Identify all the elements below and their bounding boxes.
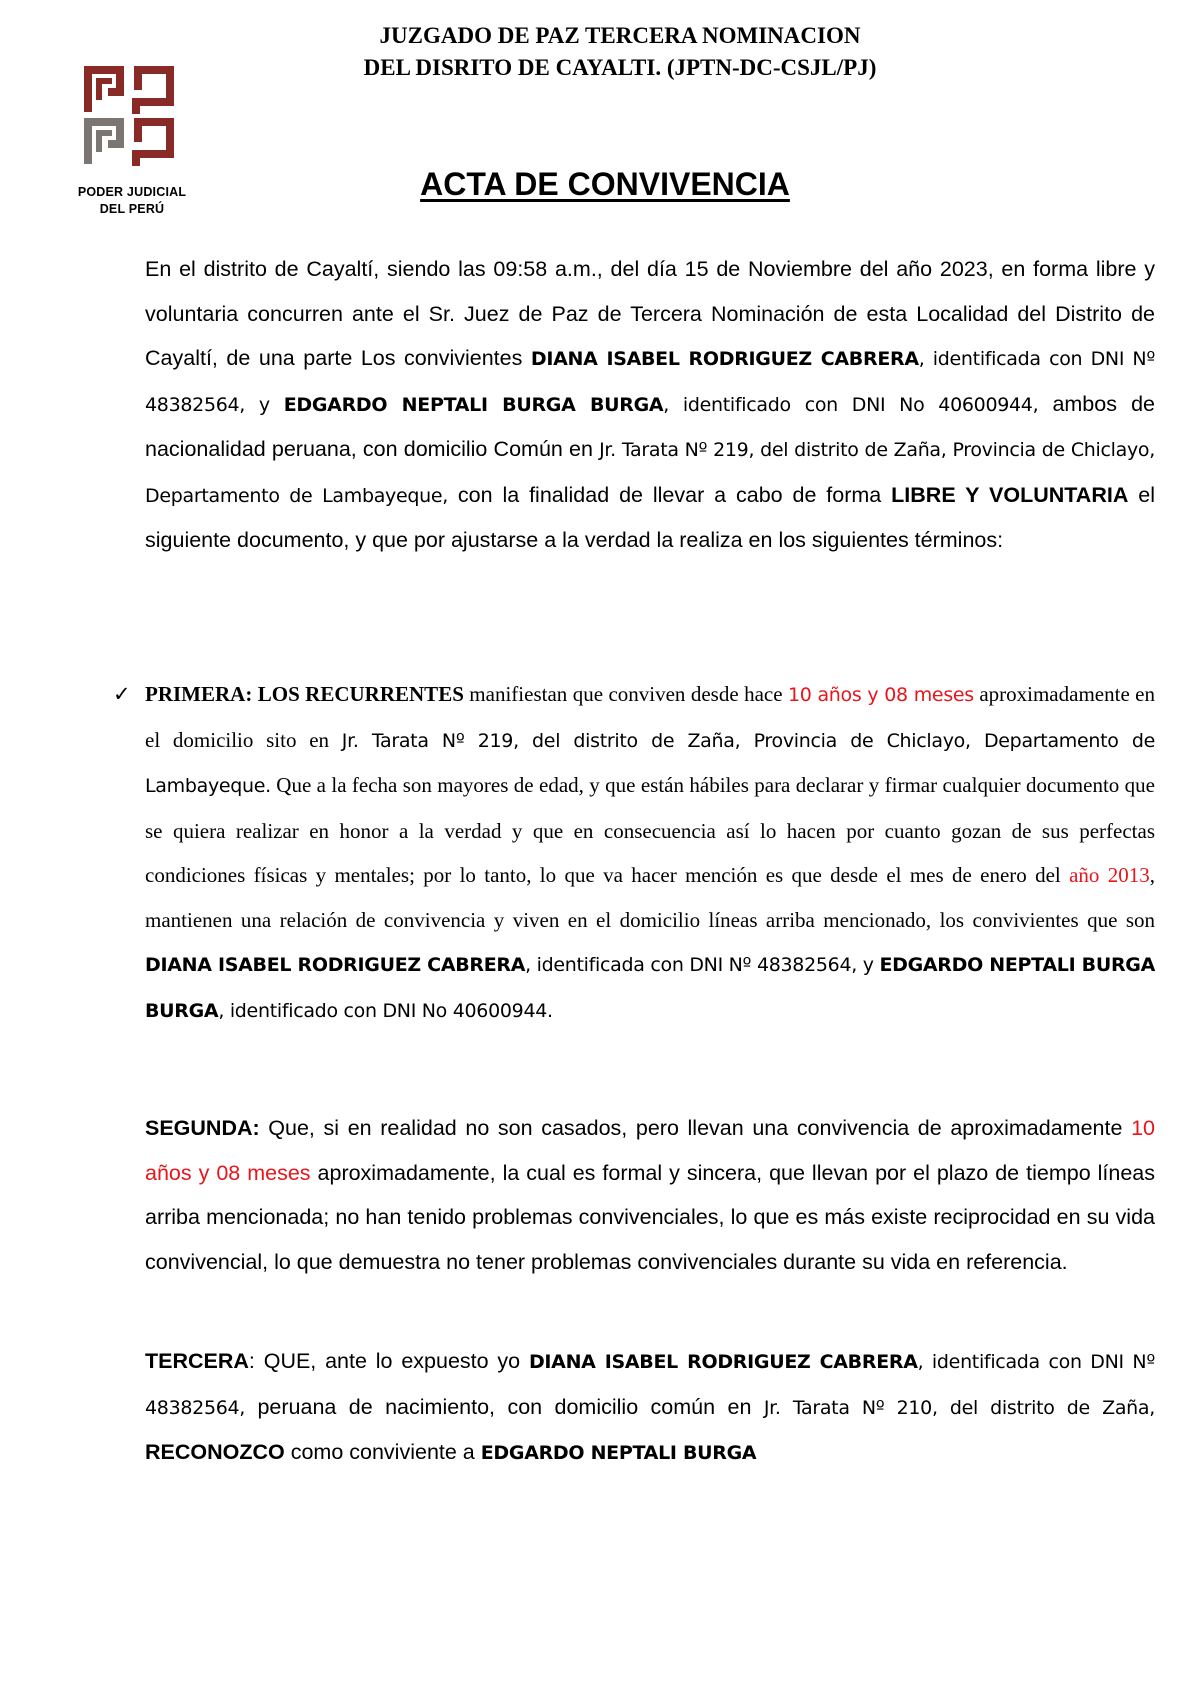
clause-text: : QUE, ante lo expuesto yo xyxy=(248,1349,529,1373)
court-header-line2: DEL DISRITO DE CAYALTI. (JPTN-DC-CSJL/PJ) xyxy=(363,55,877,80)
address-text: Jr. Tarata Nº 210, del distrito de Zaña, xyxy=(763,1396,1155,1419)
court-header xyxy=(290,20,950,84)
clause-heading: TERCERA xyxy=(145,1349,249,1373)
clause-primera xyxy=(145,672,1155,1033)
party-name: DIANA ISABEL RODRIGUEZ CABRERA xyxy=(530,348,919,370)
clause-tercera xyxy=(145,1339,1155,1476)
poder-judicial-logo xyxy=(84,66,180,166)
party-name: EDGARDO NEPTALI BURGA BURGA xyxy=(283,393,664,416)
document-title: ACTA DE CONVIVENCIA xyxy=(420,166,790,202)
clause-segunda xyxy=(145,1106,1155,1284)
clause-text: aproximadamente, la cual es formal y sincera, que llevan por el plazo de tiempo líneas arriba mencionada; no han tenido problemas convivenciales, lo que es más existe reciprocidad en su vida convivencial, lo que demuestra no tener problemas convivenciales durante su vida en referencia. xyxy=(145,1160,1155,1274)
clause-heading: SEGUNDA: xyxy=(145,1116,260,1140)
party-name: EDGARDO NEPTALI BURGA BURGA xyxy=(145,954,1156,1022)
intro-text: , identificada con DNI Nº 48382564, y xyxy=(145,348,1156,416)
clause-text: peruana de nacimiento, con domicilio común en xyxy=(245,1394,764,1419)
clause-text: manifiestan que conviven desde hace xyxy=(463,682,788,706)
intro-text: el siguiente documento, y que por ajustarse a la verdad la realiza en los siguientes términos: xyxy=(145,482,1155,552)
logo-caption-line2: DEL PERÚ xyxy=(99,202,165,216)
party-name: DIANA ISABEL RODRIGUEZ CABRERA xyxy=(528,1351,918,1373)
clause-text: como conviviente a xyxy=(284,1440,481,1464)
clause-heading: PRIMERA: LOS RECURRENTES xyxy=(145,682,464,706)
clause-text: , identificada con DNI Nº 48382564, xyxy=(145,1351,1155,1419)
address-text: Jr. Tarata Nº 219, del distrito de Zaña, Provincia de Chiclayo, Departamento de Lambayeque. xyxy=(145,729,1155,797)
intro-text: , identificado con DNI No 40600944, xyxy=(663,393,1039,416)
address-text: Jr. Tarata Nº 219, del distrito de Zaña, Provincia de Chiclayo, Departamento de Lambayeque, xyxy=(145,439,1155,507)
clause-text: , mantienen una relación de convivencia y viven en el domicilio líneas arriba mencionado, los convivientes que son xyxy=(145,863,1155,932)
checkmark-icon: ✓ xyxy=(113,682,131,706)
clause-text: aproximadamente en el domicilio sito en xyxy=(145,682,1156,752)
clause-text: , identificada con DNI Nº 48382564, y xyxy=(525,954,880,976)
highlight-period: 10 años y 08 meses xyxy=(145,1116,1155,1185)
clause-text: Que, si en realidad no son casados, pero llevan una convivencia de aproximadamente xyxy=(259,1116,1132,1140)
party-name: EDGARDO NEPTALI BURGA xyxy=(480,1442,757,1464)
party-name: DIANA ISABEL RODRIGUEZ CABRERA xyxy=(145,954,526,976)
emphasis-text: RECONOZCO xyxy=(145,1440,285,1464)
highlight-year: año 2013 xyxy=(1069,863,1150,887)
intro-paragraph xyxy=(145,247,1155,563)
intro-text: En el distrito de Cayaltí, siendo las 09:58 a.m., del día 15 de Noviembre del año 2023, en forma libre y voluntaria concurren ante el Sr. Juez de Paz de Tercera Nominación de esta Localidad del Distrito de Cayaltí, de una parte Los convivientes xyxy=(145,257,1155,370)
clause-text: , identificado con DNI No 40600944. xyxy=(218,999,553,1022)
emphasis-text: LIBRE Y VOLUNTARIA xyxy=(891,482,1129,507)
court-header-line1: JUZGADO DE PAZ TERCERA NOMINACION xyxy=(379,23,861,48)
intro-text: ambos de nacionalidad peruana, con domicilio Común en xyxy=(145,391,1155,461)
logo-caption-line1: PODER JUDICIAL xyxy=(77,185,187,199)
logo-caption xyxy=(56,184,208,218)
intro-text: con la finalidad de llevar a cabo de forma xyxy=(448,482,892,507)
clause-text: Que a la fecha son mayores de edad, y que están hábiles para declarar y firmar cualquier documento que se quiera realizar en honor a la verdad y que en consecuencia así lo hacen por cuanto gozan de sus perfectas condiciones físicas y mentales; por lo tanto, lo que va hacer mención es que desde el mes de enero del xyxy=(145,773,1155,887)
highlight-period: 10 años y 08 meses xyxy=(787,684,974,706)
